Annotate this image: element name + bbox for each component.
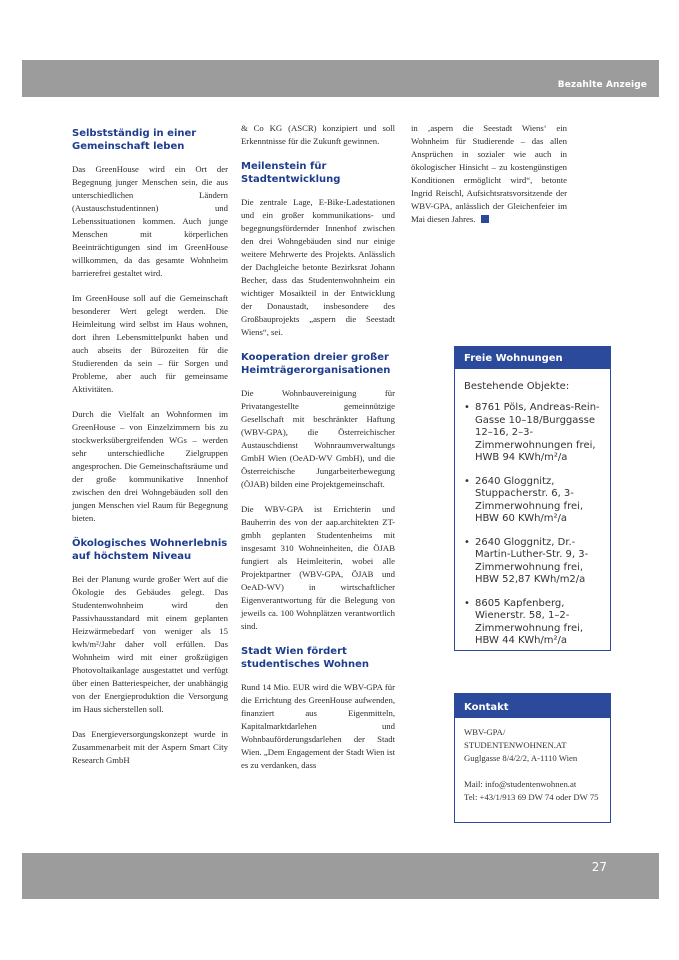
apartment-list [455,402,610,648]
page-number: 27 [591,860,607,874]
closing-text: in ‚aspern die Seestadt Wiens‘ ein Wohnheim für Studierende – das allen Ansprüchen in sozialer wie auch in ökologischer Hinsicht – zu kostengünstigen Konditionen ermöglicht wird“, betonte Ingrid Reischl, Aufsichtsratsvorsitzende der WBV-GPA, anlässlich der Gleichenfeier im Mai diesen Jahres. [411,123,567,224]
contact-phone: Tel: +43/1/913 69 DW 74 oder DW 75 [464,792,599,802]
list-item: • 8761 Pöls, Andreas-Rein-Gasse 10–18/Burggasse 12–16, 2–3-Zimmerwohnungen frei, HWB 94 KWh/m²/a [464,402,600,463]
bullet-icon: • [464,402,470,413]
paragraph: Das GreenHouse wird ein Ort der Begegnung junger Menschen sein, die aus unterschiedlichen Ländern (Austauschstudentinnen) und Lebenssituationen kommen. Auch junge Menschen mit körperlichen Beeinträchtigungen sind im GreenHouse willkommen, da das gesamte Wohnheim barrierefrei gestaltet wird. [72,164,228,278]
paid-ad-label: Bezahlte Anzeige [557,80,647,90]
column-1 [72,122,228,779]
contact-org: WBV-GPA/ STUDENTENWOHNEN.AT [464,727,567,750]
paragraph: Die zentrale Lage, E-Bike-Ladestationen und ein großer kommunikations- und begegnungsfördernder Innenhof zwischen den drei Wohngebäuden sind nur einige weitere Mehrwerte des Projekts. Anlässlich der Dachgleiche betonte Bezirksrat Johann Becher, dass das Studentenwohnheim ein wichtiger Mosaikteil in der Entwicklung der Donaustadt, insbesondere des Großbauprojekts „aspern die Seestadt Wiens“, sei. [241,197,395,337]
end-mark-icon [481,215,489,223]
contact-body [455,718,610,804]
list-item: • 2640 Gloggnitz, Dr.-Martin-Luther-Str. 9, 3-Zimmerwohnung frei, HBW 52,87 KWh/m2/a [464,536,589,585]
heading-cooperation: Kooperation dreier großer Heimträgerorganisationen [241,352,391,376]
header-bar [22,60,659,97]
existing-objects-label: Bestehende Objekte: [464,381,570,392]
list-item: • 2640 Gloggnitz, Stuppacherstr. 6, 3-Zimmerwohnung frei, HBW 60 KWh/m²/a [464,475,584,524]
paragraph: Bei der Planung wurde großer Wert auf die Ökologie des Gebäudes gelegt. Das Studentenwohnheim wird den Passivhausstandard mit einem geplanten Heizwärmebedarf von weniger als 15 kwh/m²/Jahr daher voll erfüllen. Das Wohnheim wird mit einer großzügigen Photovoltaikanlage ausgestattet und verfügt über einen Batteriespeicher, der unabhängig von der Energieproduktion die Versorgung im Haus sicherstellen soll. [72,574,228,714]
paragraph: Die WBV-GPA ist Errichterin und Bauherrin des von der aap.architekten ZT-gmbh geplanten Studentenheims mit insgesamt 310 Wohneinheiten, die ÖJAB fungiert als Heimleiterin, wobei alle Projektpartner (WBV-GPA, ÖJAB und OeAD-WV) in wirtschaftlicher Eigenverantwortung für die Belegung von jeweils ca. 100 Wohnplätzen verantwortlich sind. [241,504,395,631]
column-2 [241,122,395,784]
heading-milestone: Meilenstein für Stadtentwicklung [241,161,341,185]
list-item: • 8605 Kapfenberg, Wienerstr. 58, 1–2-Zimmerwohnung frei, HBW 44 KWh/m²/a [464,597,584,646]
bullet-icon: • [464,597,470,609]
column-3 [411,122,567,238]
contact-address: Guglgasse 8/4/2/2, A-1110 Wien [464,753,578,763]
contact-mail[interactable]: Mail: info@studentenwohnen.at [464,779,577,789]
bullet-icon: • [464,475,470,487]
paragraph-closing [411,122,567,226]
heading-community: Selbstständig in einer Gemeinschaft leben [72,128,197,152]
free-apartments-title: Freie Wohnungen [455,347,610,369]
paragraph: Im GreenHouse soll auf die Gemeinschaft besonderer Wert gelegt werden. Die Heimleitung wird selbst im Haus wohnen, dort ihren Lebensmittelpunkt haben und auch abseits der Bürozeiten für die Studierenden da sein – für Sorgen und Probleme, aber auch für gemeinsame Aktivitäten. [72,293,228,394]
paragraph: Rund 14 Mio. EUR wird die WBV-GPA für die Errichtung des GreenHouse aufwenden, finanziert aus Eigenmitteln, Kapitalmarktdarlehen und Wohnbauförderungsdarlehen der Stadt Wien. „Dem Engagement der Stadt Wien ist es zu verdanken, dass [241,682,395,770]
heading-ecology: Ökologisches Wohnerlebnis auf höchstem Niveau [72,538,228,562]
paragraph: Die Wohnbauvereinigung für Privatangestellte gemeinnützige Gesellschaft mit beschränkter Haftung (WBV-GPA), die Österreichischer Austauschdienst Wohnraumverwaltungs GmbH Wien (OeAD-WV GmbH), und die Österreichische Jungarbeiterbewegung (ÖJAB) bilden eine Projektgemeinschaft. [241,388,395,489]
paragraph: Das Energieversorgungskonzept wurde in Zusammenarbeit mit der Aspern Smart City Research GmbH [72,729,228,765]
bullet-icon: • [464,536,470,548]
contact-title: Kontakt [455,694,610,718]
contact-box [454,693,611,823]
paragraph: Durch die Vielfalt an Wohnformen im GreenHouse – von Einzelzimmern bis zu stockwerksübergreifenden WGs – werden sehr unterschiedliche Zielgruppen angesprochen. Die Gemeinschaftsräume und der große kommunikative Innenhof zwischen den drei Wohngebäuden soll den jungen Menschen viel Raum für Begegnung bieten. [72,409,228,523]
paragraph: & Co KG (ASCR) konzipiert und soll Erkenntnisse für die Zukunft gewinnen. [241,123,395,146]
heading-funding: Stadt Wien fördert studentisches Wohnen [241,646,370,670]
footer-bar [22,853,659,899]
free-apartments-box [454,346,611,651]
